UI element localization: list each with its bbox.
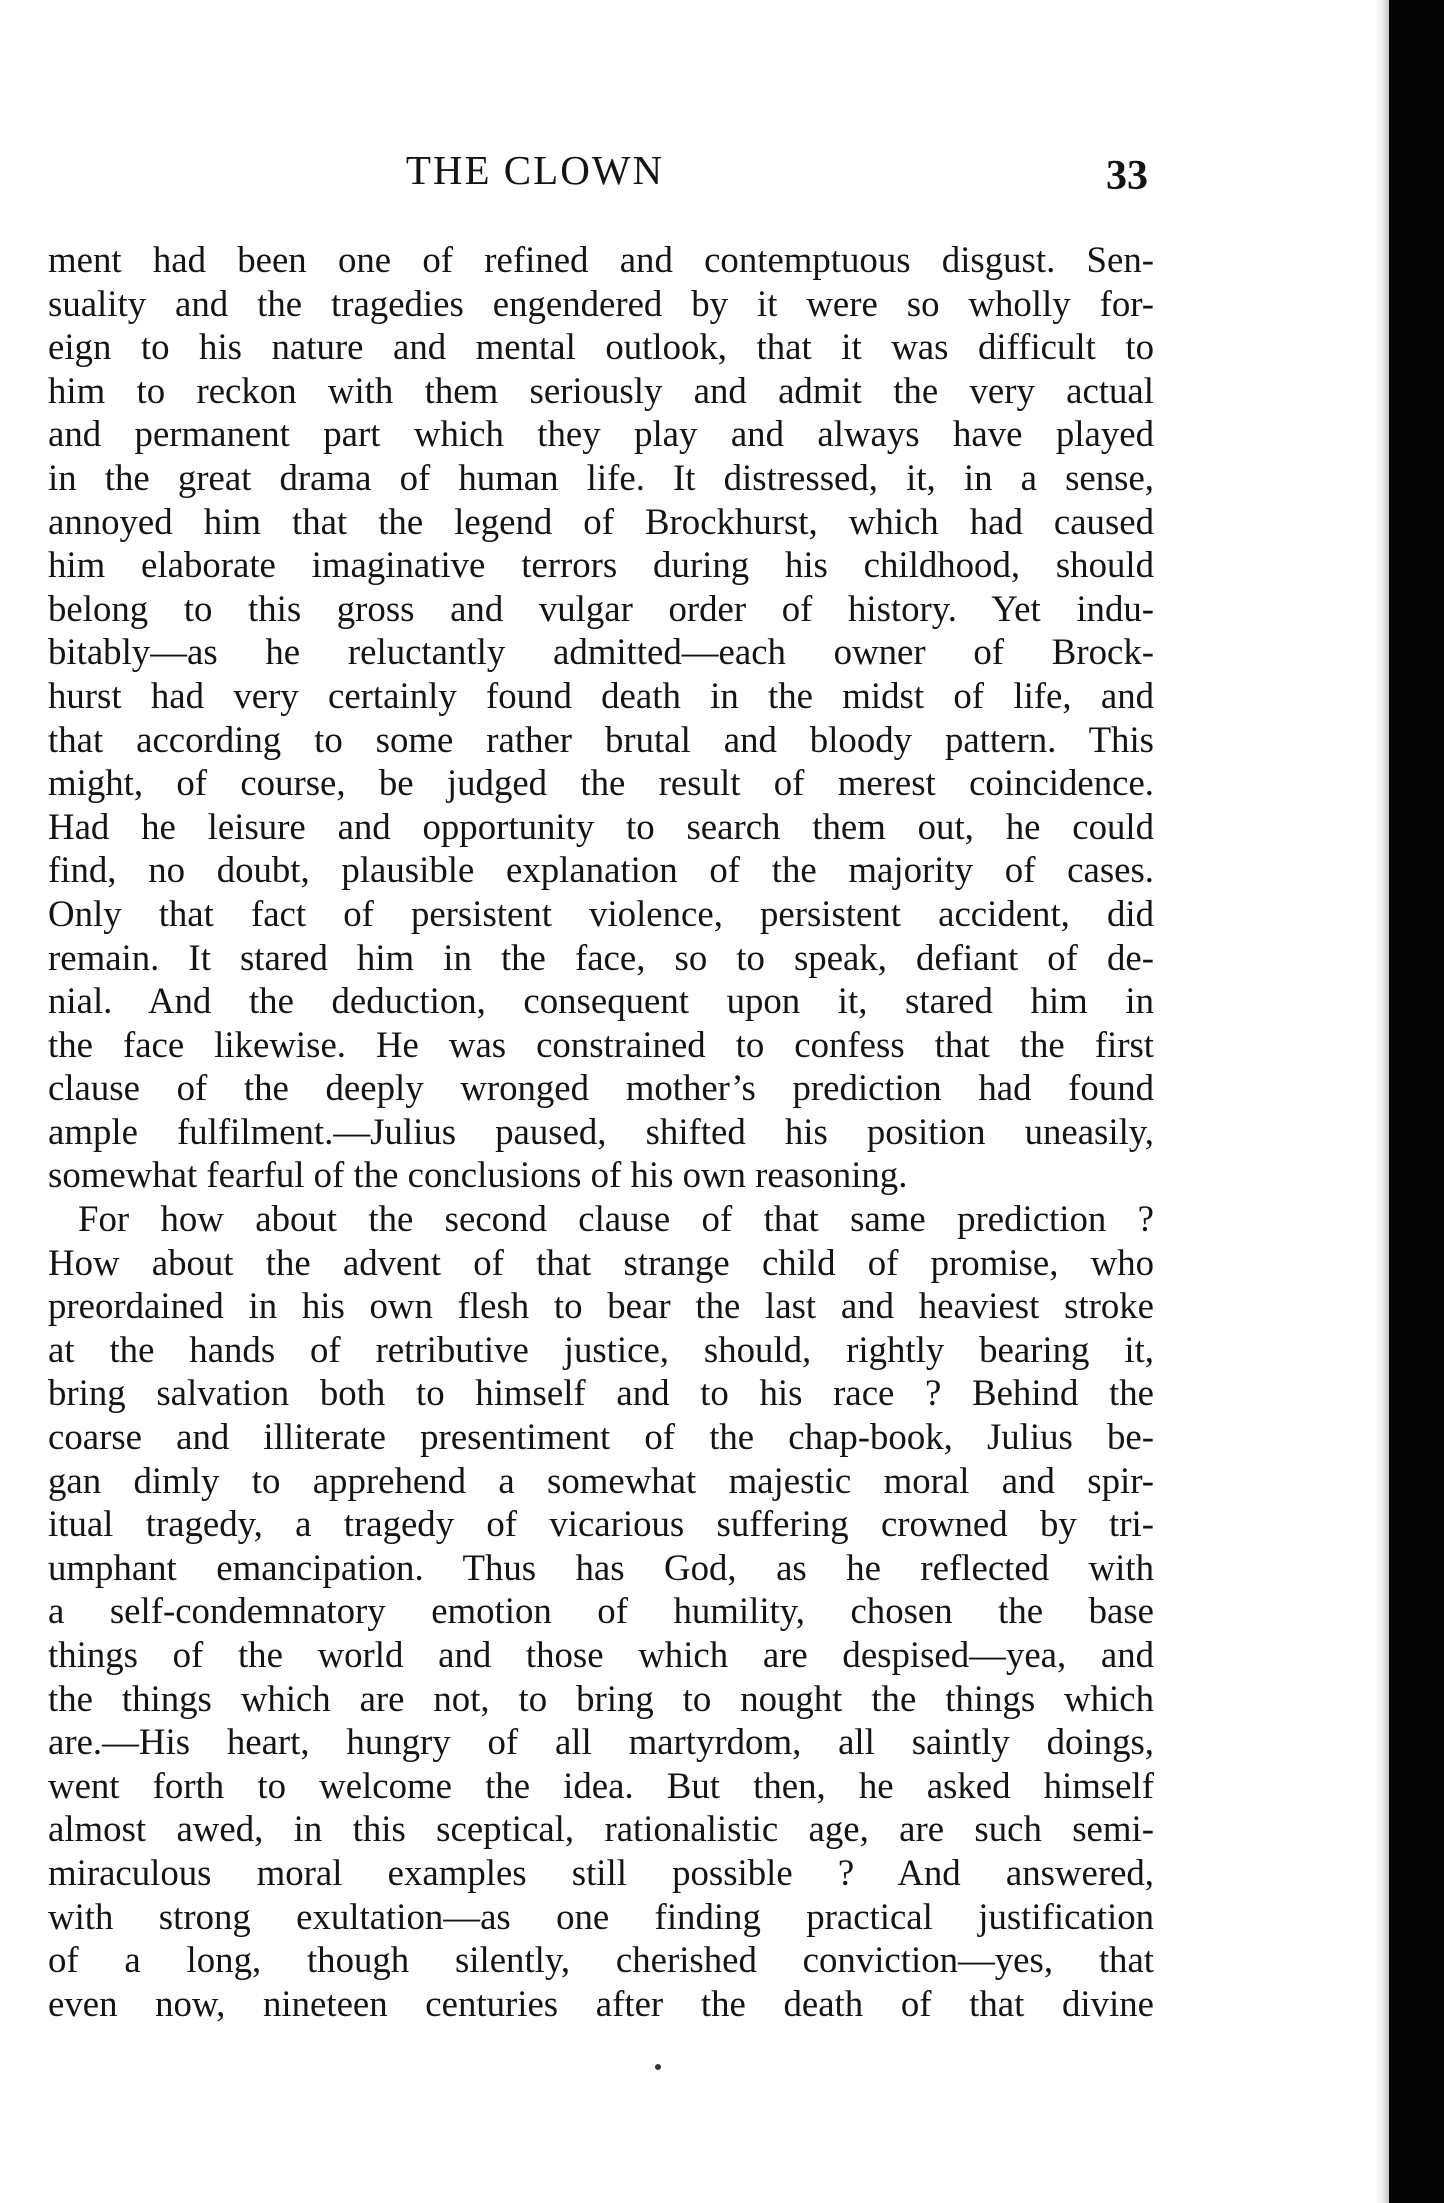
scan-dark-edge [1389,0,1444,2203]
text-line: preordained in his own flesh to bear the last and heaviest stroke [48,1285,1154,1327]
text-line: hurst had very certainly found death in the midst of life, and [48,674,1154,716]
text-line: eign to his nature and mental outlook, that it was difficult to [48,326,1154,368]
text-line: with strong exultation—as one finding practical justification [48,1895,1154,1937]
text-line: went forth to welcome the idea. But then, he asked himself [48,1764,1154,1806]
text-line: of a long, though silently, cherished conviction—yes, that [48,1939,1154,1981]
text-line: even now, nineteen centuries after the death of that divine [48,1982,1154,2024]
text-line: gan dimly to apprehend a somewhat majestic moral and spir- [48,1459,1154,1501]
print-speck [655,2064,661,2070]
text-line: Only that fact of persistent violence, persistent accident, did [48,892,1154,934]
text-line: How about the advent of that strange child of promise, who [48,1241,1154,1283]
text-line: ment had been one of refined and contemptuous disgust. Sen- [48,239,1154,280]
text-line: a self-condemnatory emotion of humility, chosen the base [48,1590,1154,1632]
text-line: almost awed, in this sceptical, rationalistic age, are such semi- [48,1808,1154,1850]
page-gutter-shadow [1375,0,1389,2203]
text-line: clause of the deeply wronged mother’s prediction had found [48,1067,1154,1109]
page-number: 33 [1106,153,1148,199]
text-line: coarse and illiterate presentiment of the chap-book, Julius be- [48,1416,1154,1458]
text-line: itual tragedy, a tragedy of vicarious suffering crowned by tri- [48,1503,1154,1545]
text-line: him elaborate imaginative terrors during his childhood, should [48,544,1154,586]
text-line: in the great drama of human life. It distressed, it, in a sense, [48,456,1154,498]
text-line: are.—His heart, hungry of all martyrdom, all saintly doings, [48,1721,1154,1763]
paragraph-last-line: somewhat fearful of the conclusions of his own reasoning. [48,1154,908,1196]
text-line: him to reckon with them seriously and admit the very actual [48,369,1154,411]
text-line: find, no doubt, plausible explanation of the majority of cases. [48,849,1154,891]
text-line: things of the world and those which are despised—yea, and [48,1634,1154,1675]
text-line: and permanent part which they play and always have played [48,413,1154,455]
paragraph-first-line: For how about the second clause of that same prediction ? [78,1198,1154,1240]
text-line: bring salvation both to himself and to his race ? Behind the [48,1372,1154,1414]
text-line: remain. It stared him in the face, so to speak, defiant of de- [48,936,1154,978]
text-line: at the hands of retributive justice, should, rightly bearing it, [48,1328,1154,1370]
text-line: ample fulfilment.—Julius paused, shifted his position uneasily, [48,1110,1154,1152]
text-line: the face likewise. He was constrained to confess that the first [48,1023,1154,1065]
page-header [0,140,1444,210]
text-line: bitably—as he reluctantly admitted—each owner of Brock- [48,631,1154,673]
running-head: THE CLOWN [405,147,665,193]
text-line: nial. And the deduction, consequent upon it, stared him in [48,980,1154,1022]
text-line: might, of course, be judged the result of merest coincidence. [48,762,1154,804]
text-line: annoyed him that the legend of Brockhurst, which had caused [48,500,1154,542]
text-line: belong to this gross and vulgar order of history. Yet indu- [48,587,1154,629]
text-line: miraculous moral examples still possible ? And answered, [48,1851,1154,1893]
text-line: suality and the tragedies engendered by it were so wholly for- [48,282,1154,324]
text-line: that according to some rather brutal and bloody pattern. This [48,718,1154,760]
text-line: the things which are not, to bring to nought the things which [48,1677,1154,1719]
text-line: Had he leisure and opportunity to search them out, he could [48,805,1154,847]
body-text [48,238,1154,2025]
text-line: umphant emancipation. Thus has God, as he reflected with [48,1546,1154,1588]
